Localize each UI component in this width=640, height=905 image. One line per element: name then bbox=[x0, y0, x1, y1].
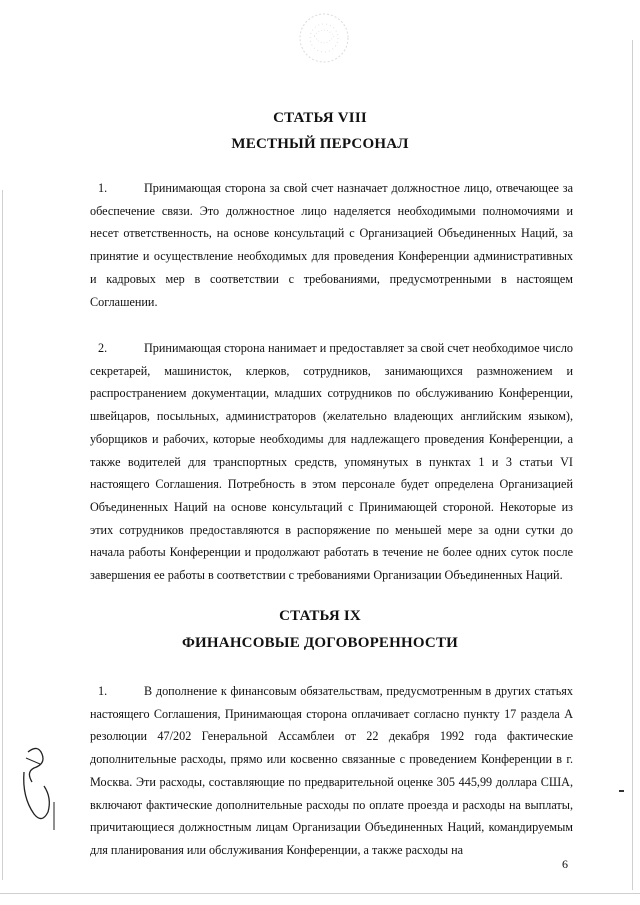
article-9-title: СТАТЬЯ IX bbox=[279, 608, 361, 624]
paragraph-text: В дополнение к финансовым обязательствам, предусмотренным в других статьях настоящего Соглашения, Принимающая сторона оплачивает согласно пункту 17 раздела А резолюции 47/202 Генеральной Ассамблеи от 22 декабря 1992 года фактические дополнительные расходы, прямо или косвенно связанные с проведением Конференции в г. Москва. Эти расходы, составляющие по предварительной оценке 305 445,99 доллара США, включают фактические дополнительные расходы по оплате проезда и расходы на выплаты, причитающиеся должностным лицам Организации Объединенных Наций, командируемым для планирования или обслуживания Конференции, а также расходы на bbox=[90, 684, 573, 857]
paragraph-number: 1. bbox=[98, 684, 108, 698]
bottom-scan-edge bbox=[0, 893, 640, 894]
paragraph-number: 2. bbox=[98, 341, 108, 355]
paragraph-text: Принимающая сторона нанимает и предоставляет за свой счет необходимое число секретарей, машинисток, клерков, сотрудников, занимающихся размножением и распространением документации, младших сотрудников по обслуживанию Конференции, швейцаров, посыльных, администраторов (желательно владеющих английским языком), уборщиков и рабочих, которые необходимы для надлежащего проведения Конференции, а также водителей для транспортных средств, упомянутых в пунктах 1 и 3 статьи VI настоящего Соглашения. Потребность в этом персонале будет определена Организацией Объединенных Наций на основе консультаций с Принимающей стороной. Некоторые из этих сотрудников предоставляются в распоряжение по меньшей мере за одни сутки до начала работы Конференции и продолжают работать в течение не более одних суток после завершения ее работы в соответствии с требованиями Организации Объединенных Наций. bbox=[90, 341, 573, 583]
paragraph-text: Принимающая сторона за свой счет назначает должностное лицо, отвечающее за обеспечение связи. Это должностное лицо наделяется необходимыми полномочиями и несет ответственность, на основе консультаций с Организацией Объединенных Наций, за принятие и осуществление необходимых для проведения Конференции административных и кадровых мер в соответствии с требованиями, предусмотренными в настоящем Соглашении. bbox=[90, 181, 573, 309]
article-9-subtitle: ФИНАНСОВЫЕ ДОГОВОРЕННОСТИ bbox=[181, 635, 459, 651]
faint-seal-stamp bbox=[296, 10, 352, 66]
article-9-paragraph-1 bbox=[90, 680, 573, 862]
article-8-subtitle: МЕСТНЫЙ ПЕРСОНАЛ bbox=[231, 136, 409, 152]
article-8-title: СТАТЬЯ VIII bbox=[273, 110, 367, 126]
article-8-paragraph-2 bbox=[90, 337, 573, 587]
handwritten-margin-mark bbox=[18, 742, 58, 832]
paragraph-number: 1. bbox=[98, 181, 108, 195]
left-scan-edge bbox=[2, 190, 3, 880]
margin-tick-mark bbox=[619, 790, 624, 792]
right-scan-edge bbox=[632, 40, 633, 890]
article-8-paragraph-1 bbox=[90, 177, 573, 313]
page-number: 6 bbox=[562, 857, 568, 871]
